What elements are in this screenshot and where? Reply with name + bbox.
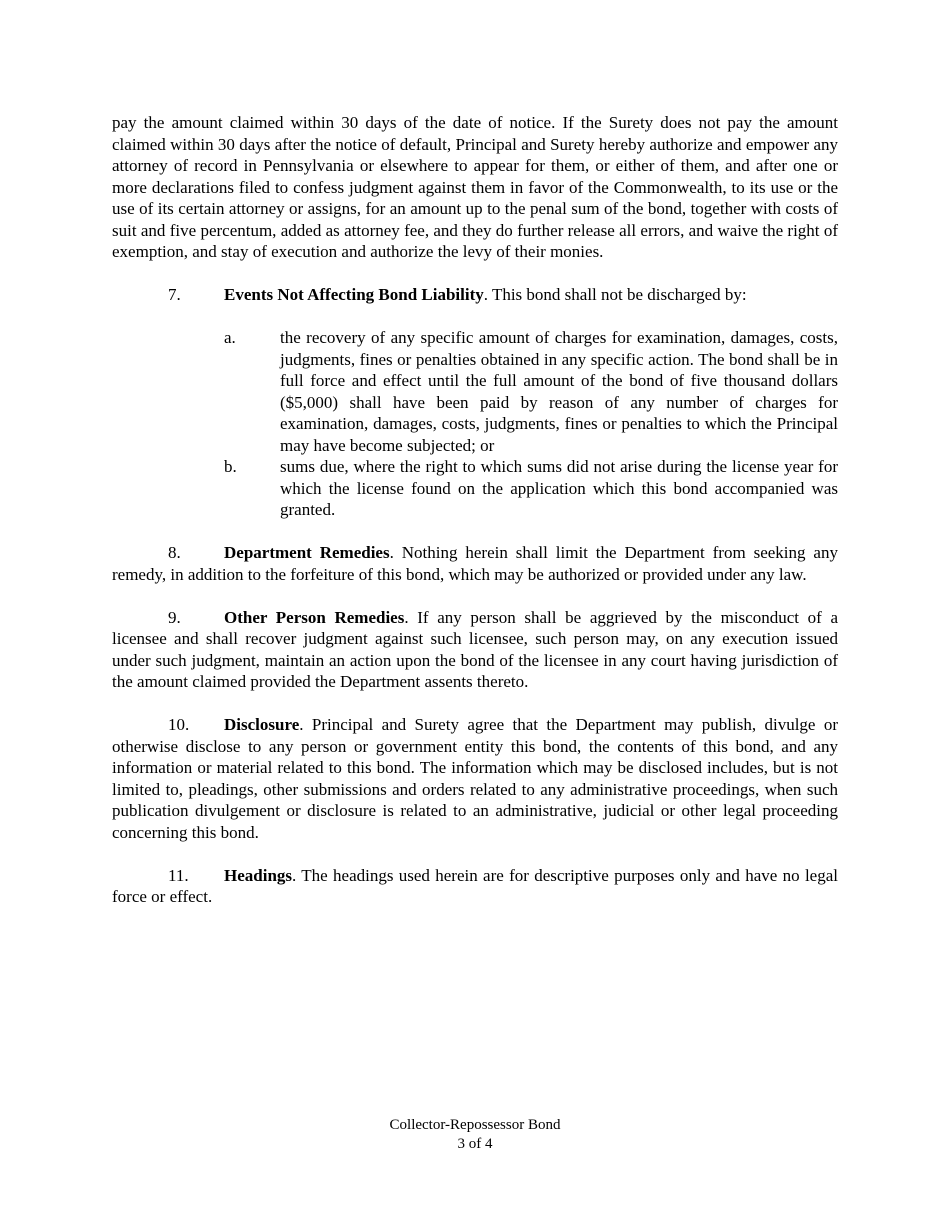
section-9-text: . If any person shall be aggrieved by the misconduct of a licensee and shall recover judgment against such licensee, such person may, on any execution issued under such judgment, maintain an action upon the bond of the licensee in any court having jurisdiction of the amount claimed provided the Department assents thereto.: [112, 607, 838, 691]
intro-paragraph: pay the amount claimed within 30 days of the date of notice. If the Surety does not pay the amount claimed within 30 days after the notice of default, Principal and Surety hereby authorize and empower any attorney of record in Pennsylvania or elsewhere to appear for them, or either of them, and after one or more declarations filed to confess judgment against them in favor of the Commonwealth, to its use or the use of its certain attorney or assigns, for an amount up to the penal sum of the bond, together with costs of suit and five percentum, added as attorney fee, and they do further release all errors, and waive the right of exemption, and stay of execution and authorize the levy of their monies.: [112, 113, 838, 261]
section-7-heading-line: [112, 284, 838, 306]
section-11-text: . The headings used herein are for descriptive purposes only and have no legal force or effect.: [112, 865, 838, 906]
section-8-heading: Department Remedies: [224, 543, 390, 562]
document-page: [112, 112, 838, 908]
list-item-text: the recovery of any specific amount of charges for examination, damages, costs, judgments, fines or penalties obtained in any specific action. The bond shall be in full force and effect until the full amount of the bond of five thousand dollars ($5,000) shall have been paid by reason of any number of charges for examination, damages, costs, judgments, fines or penalties to which the Principal may have become subjected; or: [280, 328, 838, 455]
section-9-heading: Other Person Remedies: [224, 607, 405, 627]
section-11-paragraph: [112, 865, 838, 908]
section-10-text: . Principal and Surety agree that the Department may publish, divulge or otherwise disclose to any person or government entity this bond, the contents of this bond, and any information or material related to this bond. The information which may be disclosed includes, but is not limited to, pleadings, other submissions and orders related to any administrative proceedings, when such publication divulgement or disclosure is related to an administrative, judicial or other legal proceeding concerning this bond.: [112, 715, 838, 842]
page-footer: [0, 1116, 950, 1154]
section-11-heading: Headings: [224, 865, 293, 885]
list-item: [224, 456, 838, 521]
section-10-paragraph: [112, 714, 838, 843]
section-9-number: 9.: [168, 607, 181, 627]
section-11-number: 11.: [168, 865, 189, 885]
section-7-list: [224, 327, 838, 521]
section-8-text: . Nothing herein shall limit the Department from seeking any remedy, in addition to the forfeiture of this bond, which may be authorized or provided under any law.: [112, 543, 838, 584]
section-8-number: 8.: [168, 543, 181, 562]
list-item-letter: b.: [224, 457, 237, 476]
section-8-paragraph: [112, 542, 838, 585]
list-item-text: sums due, where the right to which sums did not arise during the license year for which the license found on the application which this bond accompanied was granted.: [280, 457, 838, 519]
list-item: [224, 327, 838, 456]
section-9-paragraph: [112, 607, 838, 693]
footer-page-number: 3 of 4: [457, 1136, 493, 1152]
section-7-number: 7.: [168, 285, 181, 304]
section-7-heading: Events Not Affecting Bond Liability: [224, 285, 484, 304]
section-10-heading: Disclosure: [224, 715, 300, 734]
section-7-text: . This bond shall not be discharged by:: [483, 285, 747, 304]
section-10-number: 10.: [168, 715, 190, 734]
list-item-letter: a.: [224, 328, 236, 347]
footer-title: Collector-Repossessor Bond: [389, 1117, 561, 1133]
